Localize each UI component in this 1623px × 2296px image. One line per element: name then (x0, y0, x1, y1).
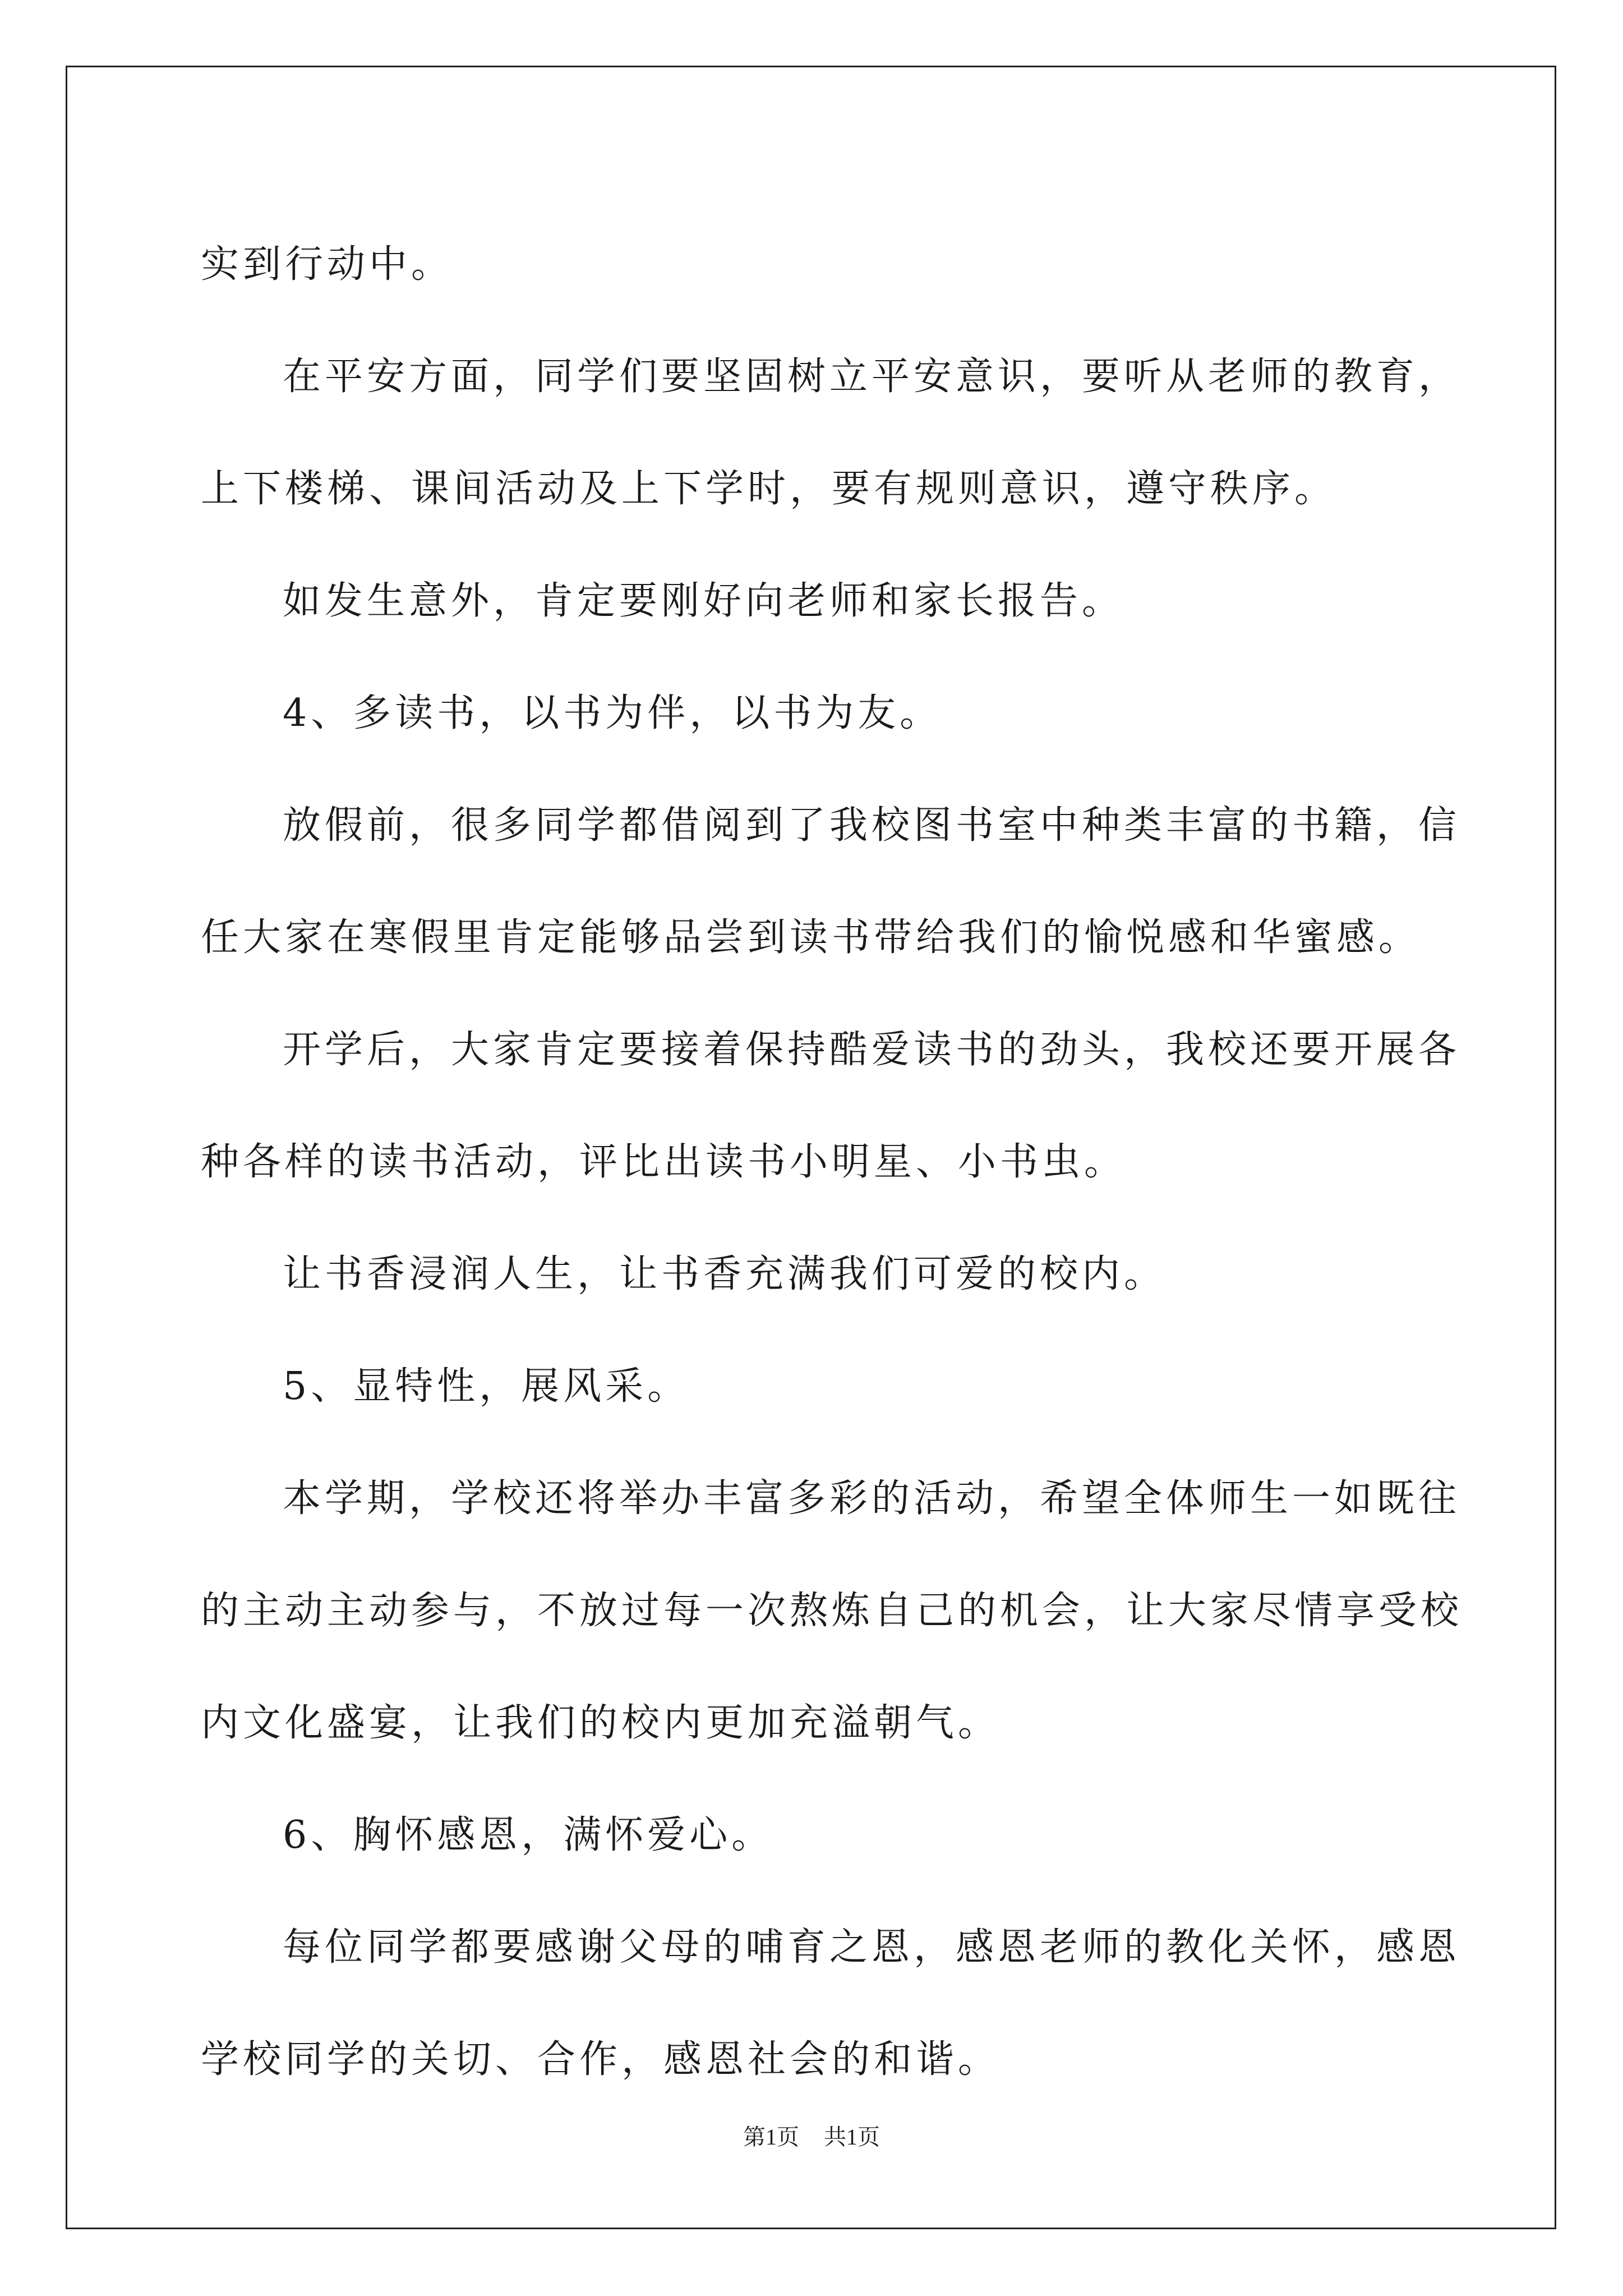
paragraph-line: 在平安方面，同学们要坚固树立平安意识，要听从老师的教育， (283, 355, 1461, 399)
paragraph-line: 的主动主动参与，不放过每一次熬炼自己的机会，让大家尽情享受校 (201, 1589, 1463, 1633)
paragraph-line: 本学期，学校还将举办丰富多彩的活动，希望全体师生一如既往 (283, 1476, 1461, 1521)
page-footer (0, 2119, 1623, 2151)
section-heading: 6、胸怀感恩，满怀爱心。 (283, 1813, 774, 1857)
paragraph-line: 让书香浸润人生，让书香充满我们可爱的校内。 (283, 1252, 1166, 1296)
paragraph-line: 开学后，大家肯定要接着保持酷爱读书的劲头，我校还要开展各 (283, 1028, 1461, 1072)
paragraph-line: 实到行动中。 (201, 242, 454, 287)
paragraph-line: 放假前，很多同学都借阅到了我校图书室中种类丰富的书籍，信 (283, 803, 1461, 848)
paragraph-line: 每位同学都要感谢父母的哺育之恩，感恩老师的教化关怀，感恩 (283, 1925, 1461, 1970)
page-number: 第1页 (743, 2124, 799, 2150)
paragraph-line: 如发生意外，肯定要刚好向老师和家长报告。 (283, 579, 1124, 623)
document-body (201, 209, 1463, 2116)
paragraph-line: 种各样的读书活动，评比出读书小明星、小书虫。 (201, 1140, 1127, 1184)
total-pages: 共1页 (824, 2124, 880, 2150)
section-heading: 5、显特性，展风采。 (283, 1364, 690, 1409)
paragraph-line: 上下楼梯、课间活动及上下学时，要有规则意识，遵守秩序。 (201, 467, 1337, 511)
paragraph-line: 任大家在寒假里肯定能够品尝到读书带给我们的愉悦感和华蜜感。 (201, 915, 1421, 960)
paragraph-line: 内文化盛宴，让我们的校内更加充溢朝气。 (201, 1701, 1000, 1745)
section-heading: 4、多读书，以书为伴，以书为友。 (283, 691, 942, 735)
paragraph-line: 学校同学的关切、合作，感恩社会的和谐。 (201, 2037, 1000, 2082)
